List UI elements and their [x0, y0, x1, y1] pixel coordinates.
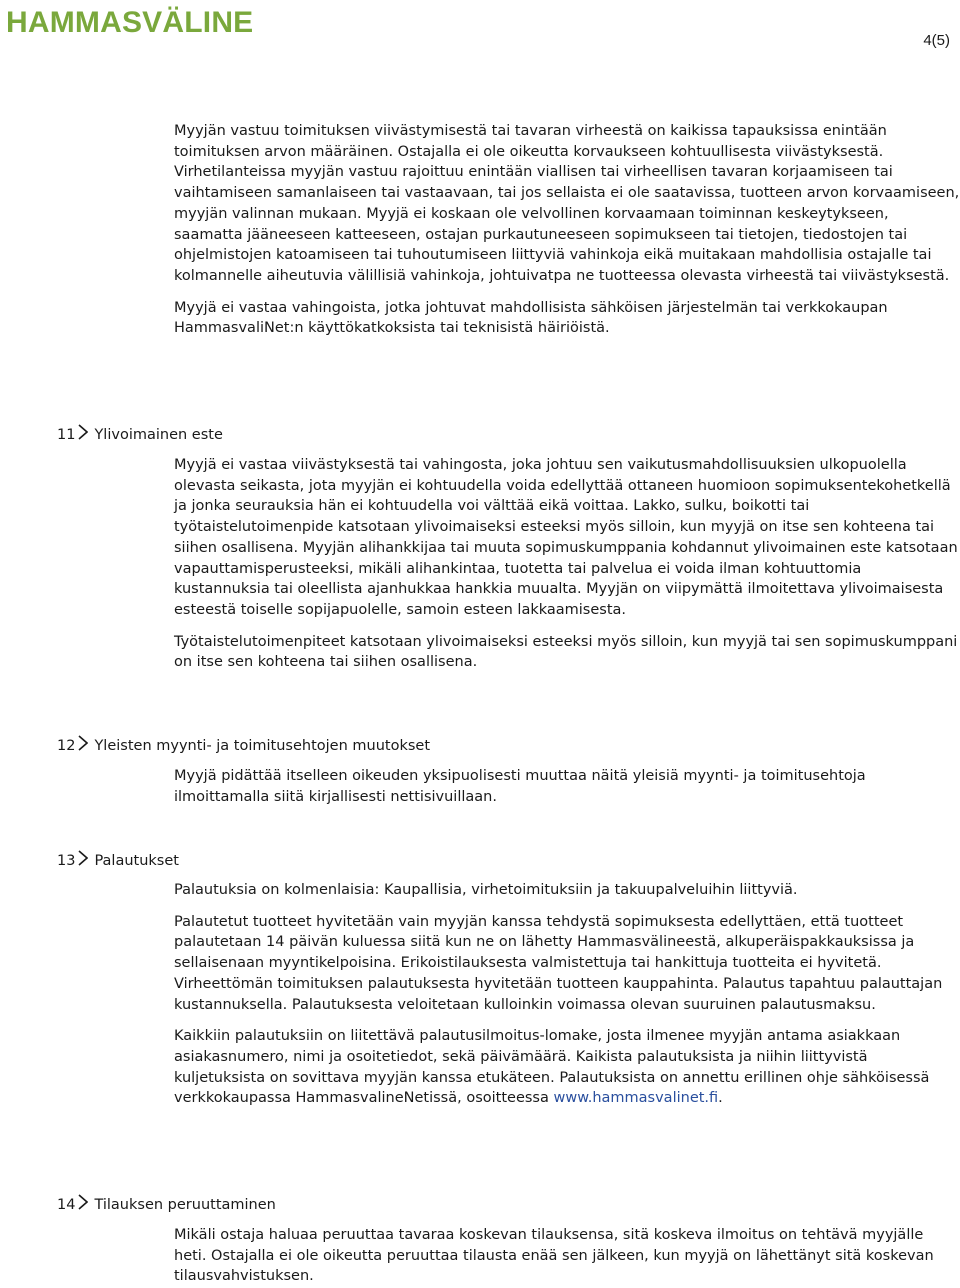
chevron-right-icon: [78, 735, 88, 757]
section-heading-13: [57, 850, 179, 872]
link-suffix: .: [718, 1090, 723, 1107]
section-number: 12: [57, 738, 76, 754]
section-heading-14: [57, 1194, 276, 1216]
section-title: Palautukset: [94, 853, 179, 869]
company-logo: HAMMASVÄLINE: [6, 6, 254, 39]
section-number: 14: [57, 1197, 76, 1213]
page-number: 4(5): [923, 32, 950, 49]
section-body-12: [174, 766, 960, 807]
intro-block: [174, 121, 960, 339]
section-body-13: [174, 880, 960, 1109]
chevron-right-icon: [78, 424, 88, 446]
paragraph-with-link: [174, 1026, 960, 1109]
section-title: Ylivoimainen este: [94, 427, 223, 443]
paragraph: Myyjä pidättää itselleen oikeuden yksipuolisesti muuttaa näitä yleisiä myynti- ja toimitusehtoja ilmoittamalla siitä kirjallisesti nettisivuillaan.: [174, 768, 866, 805]
intro-paragraph-1: Myyjän vastuu toimituksen viivästymisestä tai tavaran virheestä on kaikissa tapauksissa enintään toimituksen arvon määräinen. Ostajalla ei ole oikeutta korvaukseen kohtuullisesta viivästyksestä. Virhetilanteissa myyjän vastuu rajoittuu enintään viallisen tai virheellisen tavaran korjaamiseen tai vaihtamiseen samanlaiseen tai vastaavaan, tai jos sellaista ei ole saatavissa, tuotteen arvon korvaamiseen, myyjän valinnan mukaan. Myyjä ei koskaan ole velvollinen korvaamaan toiminnan keskeytykseen, saamatta jääneeseen katteeseen, ostajan purkautuneeseen sopimukseen tai tietojen, tiedostojen tai ohjelmistojen katoamiseen tai tuhoutumiseen liittyviä vahinkoja eikä muitakaan mahdollisia ostajalle tai kolmannelle aiheutuvia välillisiä vahinkoja, johtuivatpa ne tuotteessa olevasta virheestä tai viivästyksestä.: [174, 123, 960, 284]
section-heading-12: [57, 735, 430, 757]
paragraph: Palautetut tuotteet hyvitetään vain myyjän kanssa tehdystä sopimuksesta edellyttäen, että tuotteet palautetaan 14 päivän kuluessa siitä kun ne on lähetty Hammasvälineestä, alkuperäispakkauksissa ja sellaisenaan myyntikelpoisina. Erikoistilauksesta valmistettuja tai hankittuja tuotteita ei hyvitetä. Virheettömän toimituksen palautuksesta hyvitetään tuotteen kauppahinta. Palautus tapahtuu palauttajan kustannuksella. Palautuksesta veloitetaan kulloinkin voimassa olevan suuruinen palautusmaksu.: [174, 913, 943, 1013]
paragraph: Mikäli ostaja haluaa peruuttaa tavaraa koskevan tilauksensa, sitä koskeva ilmoitus on tehtävä myyjälle heti. Ostajalla ei ole oikeutta peruuttaa tilausta enää sen jälkeen, kun myyjä on lähettänyt sitä koskevan tilausvahvistuksen.: [174, 1227, 934, 1285]
chevron-right-icon: [78, 1194, 88, 1216]
website-link[interactable]: www.hammasvalinet.fi: [553, 1090, 719, 1107]
paragraph: Palautuksia on kolmenlaisia: Kaupallisia, virhetoimituksiin ja takuupalveluihin liittyviä.: [174, 882, 798, 898]
chevron-right-icon: [78, 850, 88, 872]
paragraph: Myyjä ei vastaa viivästyksestä tai vahingosta, joka johtuu sen vaikutusmahdollisuuksien ulkopuolella olevasta seikasta, jota myyjän ei kohtuudella voida edellyttää ottaneen huomioon sopimuksentekohetkellä ja jonka seurauksia hän ei kohtuudella voi välttää eikä voittaa. Lakko, sulku, boikotti tai työtaistelutoimenpide katsotaan ylivoimaiseksi esteeksi myös silloin, kun myyjä on itse sen kohteena tai siihen osallisena. Myyjän alihankkijaa tai muuta sopimuskumppania kohdannut ylivoimainen este katsotaan vapauttamisperusteeksi, mikäli alihankintaa, tuotetta tai palvelua ei voida ilman kohtuuttomia kustannuksia tai oleellista ajanhukkaa hankkia muualta. Myyjän on viipymättä ilmoitettava ylivoimaisesta esteestä toiselle sopijapuolelle, samoin esteen lakkaamisesta.: [174, 457, 958, 618]
section-body-11: [174, 455, 960, 673]
section-number: 13: [57, 853, 76, 869]
intro-paragraph-2: Myyjä ei vastaa vahingoista, jotka johtuvat mahdollisista sähköisen järjestelmän tai verkkokaupan HammasvaliNet:n käyttökatkoksista tai teknisistä häiriöistä.: [174, 299, 888, 337]
section-heading-11: [57, 424, 223, 446]
section-body-14: [174, 1225, 960, 1287]
paragraph-text: Kaikkiin palautuksiin on liitettävä palautusilmoitus-lomake, josta ilmenee myyjän antama asiakkaan asiakasnumero, nimi ja osoitetiedot, sekä päivämäärä. Kaikista palautuksista ja niihin liittyvistä kuljetuksista on sovittava myyjän kanssa etukäteen. Palautuksista on annettu erillinen ohje sähköisessä verkkokaupassa HammasvalineNetissä, osoitteessa: [174, 1028, 930, 1107]
paragraph: Työtaistelutoimenpiteet katsotaan ylivoimaiseksi esteeksi myös silloin, kun myyjä tai sen sopimuskumppani on itse sen kohteena tai siihen osallisena.: [174, 633, 958, 671]
section-number: 11: [57, 427, 76, 443]
section-title: Tilauksen peruuttaminen: [94, 1197, 276, 1213]
section-title: Yleisten myynti- ja toimitusehtojen muutokset: [94, 738, 431, 754]
